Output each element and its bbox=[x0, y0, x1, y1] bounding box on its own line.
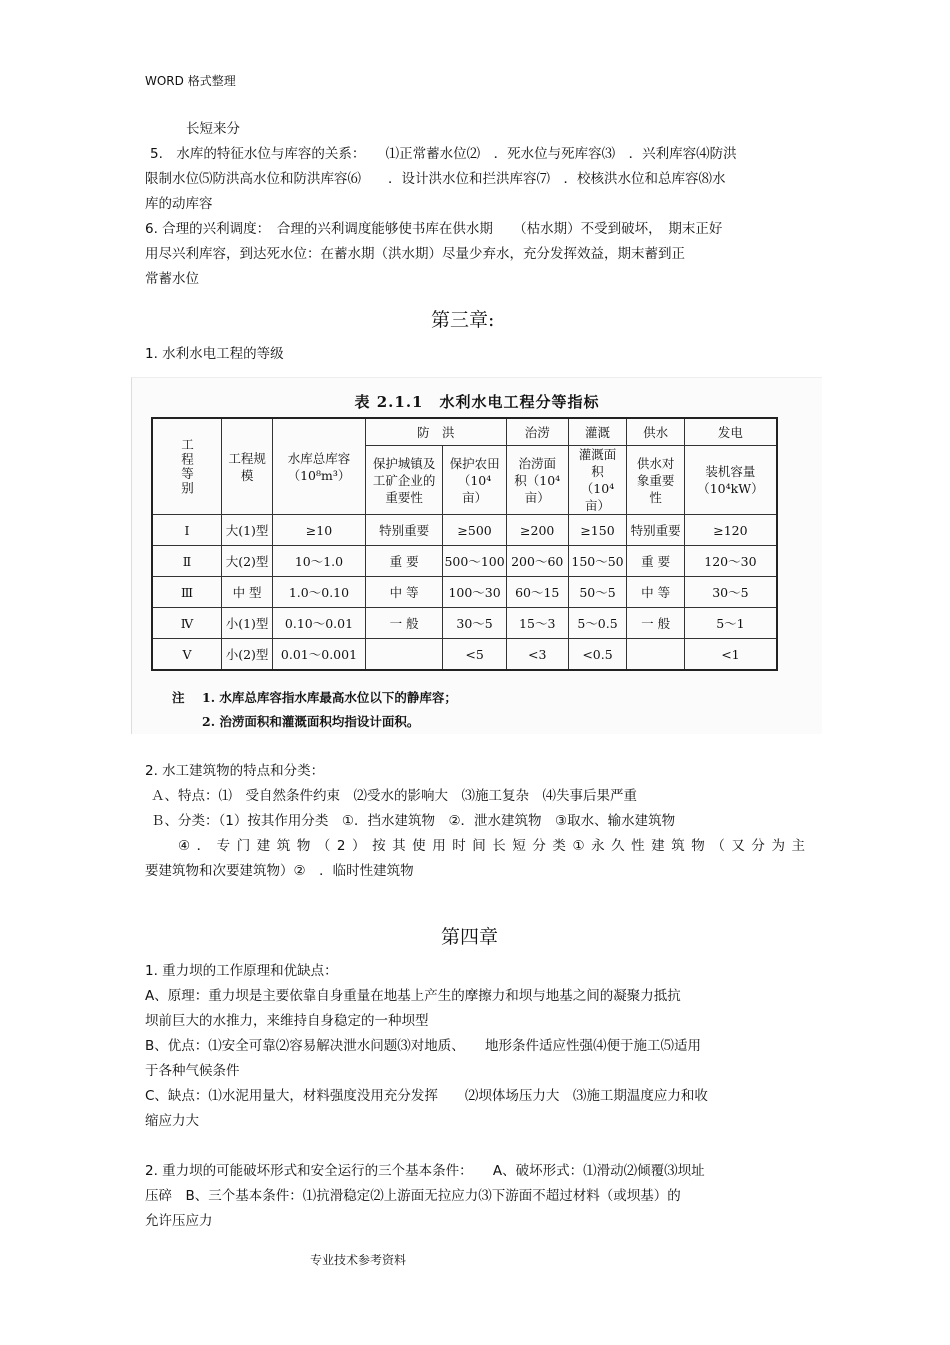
table-note-label: 注 bbox=[172, 690, 185, 705]
text-line: 缩应力大 bbox=[145, 1113, 199, 1129]
text-line: 1. 重力坝的工作原理和优缺点： bbox=[145, 963, 338, 979]
table-cell: 中 等 bbox=[627, 577, 684, 608]
text-line: 限制水位⑸防洪高水位和防洪库容⑹ ．设计洪水位和拦洪库容⑺ ．校核洪水位和总库容⑻水 bbox=[145, 171, 726, 187]
table-cell: Ⅱ bbox=[152, 546, 222, 577]
table-title: 表 2.1.1 水利水电工程分等指标 bbox=[354, 393, 600, 411]
table-cell: 50～5 bbox=[568, 577, 627, 608]
sub-drainage: 治涝面积（10⁴ 亩） bbox=[506, 446, 568, 515]
table-row bbox=[152, 639, 777, 671]
sub-flood-farm: 保护农田（10⁴ 亩） bbox=[443, 446, 506, 515]
text-line: 6. 合理的兴利调度： 合理的兴利调度能够使书库在供水期 （枯水期）不受到破坏， 期末正好 bbox=[145, 221, 723, 237]
table-cell: 重 要 bbox=[365, 546, 443, 577]
table-cell: <3 bbox=[506, 639, 568, 671]
sub-power: 装机容量（10⁴kW） bbox=[684, 446, 777, 515]
table-cell: Ⅲ bbox=[152, 577, 222, 608]
header-drainage: 治涝 bbox=[506, 418, 568, 446]
table-cell: 特别重要 bbox=[627, 515, 684, 546]
table-cell: 15～3 bbox=[506, 608, 568, 639]
sub-supply: 供水对象重要性 bbox=[627, 446, 684, 515]
header-storage: 水库总库容（10⁸m³） bbox=[273, 418, 366, 515]
table-cell: 一 般 bbox=[365, 608, 443, 639]
sub-flood-city: 保护城镇及工矿企业的重要性 bbox=[365, 446, 443, 515]
table-cell bbox=[627, 639, 684, 671]
text-line: A、原理：重力坝是主要依靠自身重量在地基上产生的摩擦力和坝与地基之间的凝聚力抵抗 bbox=[145, 988, 681, 1004]
table-cell: <0.5 bbox=[568, 639, 627, 671]
table-cell: 5～0.5 bbox=[568, 608, 627, 639]
page-footer: 专业技术参考资料 bbox=[310, 1253, 407, 1267]
table-cell bbox=[365, 639, 443, 671]
text-line: 于各种气候条件 bbox=[145, 1063, 240, 1079]
table-cell: 小(1)型 bbox=[222, 608, 273, 639]
sub-irrigation: 灌溉面积（10⁴ 亩） bbox=[568, 446, 627, 515]
table-cell: 200～60 bbox=[506, 546, 568, 577]
table-cell: ≥500 bbox=[443, 515, 506, 546]
header-grade: 工程等别 bbox=[152, 418, 222, 515]
table-cell: 120～30 bbox=[684, 546, 777, 577]
text-line: 用尽兴利库容，到达死水位：在蓄水期（洪水期）尽量少弃水，充分发挥效益，期末蓄到正 bbox=[145, 246, 685, 262]
table-cell: 1.0～0.10 bbox=[273, 577, 366, 608]
table-cell: 0.10～0.01 bbox=[273, 608, 366, 639]
text-line: 坝前巨大的水推力，来维持自身稳定的一种坝型 bbox=[145, 1013, 429, 1029]
text-line: C、缺点：⑴水泥用量大，材料强度没用充分发挥 ⑵坝体场压力大 ⑶施工期温度应力和收 bbox=[145, 1088, 708, 1104]
table-cell: <5 bbox=[443, 639, 506, 671]
text-line: 压碎 B、三个基本条件：⑴抗滑稳定⑵上游面无拉应力⑶下游面不超过材料（或坝基）的 bbox=[145, 1188, 681, 1204]
text-line: B、优点：⑴安全可靠⑵容易解决泄水问题⑶对地质、 地形条件适应性强⑷便于施工⑸适用 bbox=[145, 1038, 702, 1054]
header-irrigation: 灌溉 bbox=[568, 418, 627, 446]
scanned-table-image bbox=[131, 377, 822, 734]
table-cell: 150～50 bbox=[568, 546, 627, 577]
table-row bbox=[152, 546, 777, 577]
table-cell: 500～100 bbox=[443, 546, 506, 577]
table-cell: ≥200 bbox=[506, 515, 568, 546]
text-line: Ｂ、分类：（1）按其作用分类 ①．挡水建筑物 ②．泄水建筑物 ③取水、输水建筑物 bbox=[151, 813, 676, 829]
text-line: 长短来分 bbox=[186, 121, 240, 137]
text-line: 2. 水工建筑物的特点和分类： bbox=[145, 763, 325, 779]
table-cell: 大(1)型 bbox=[222, 515, 273, 546]
header-supply: 供水 bbox=[627, 418, 684, 446]
table-cell: 中 型 bbox=[222, 577, 273, 608]
chapter-3-title: 第三章: bbox=[431, 309, 495, 331]
chapter-4-title: 第四章 bbox=[441, 926, 499, 948]
table-cell: 100～30 bbox=[443, 577, 506, 608]
question-1: 1. 水利水电工程的等级 bbox=[145, 346, 284, 362]
text-line: 5. 水库的特征水位与库容的关系： ⑴正常蓄水位⑵ ．死水位与死库容⑶ ．兴利库容⑷防洪 bbox=[150, 146, 737, 162]
text-line: 允许压应力 bbox=[145, 1213, 213, 1229]
table-cell: 0.01～0.001 bbox=[273, 639, 366, 671]
page-header: WORD 格式整理 bbox=[145, 74, 236, 88]
table-cell: 10～1.0 bbox=[273, 546, 366, 577]
table-cell: Ⅰ bbox=[152, 515, 222, 546]
table-cell: 小(2)型 bbox=[222, 639, 273, 671]
table-cell: 5～1 bbox=[684, 608, 777, 639]
table-cell: 特别重要 bbox=[365, 515, 443, 546]
text-line: Ａ、特点：⑴ 受自然条件约束 ⑵受水的影响大 ⑶施工复杂 ⑷失事后果严重 bbox=[151, 788, 637, 804]
grade-table bbox=[151, 417, 778, 671]
text-line: 要建筑物和次要建筑物）② ．临时性建筑物 bbox=[145, 863, 414, 879]
table-cell: 30～5 bbox=[443, 608, 506, 639]
text-line: 2. 重力坝的可能破坏形式和安全运行的三个基本条件： A、破坏形式：⑴滑动⑵倾覆⑶坝址 bbox=[145, 1163, 705, 1179]
header-flood: 防 洪 bbox=[365, 418, 506, 446]
table-row bbox=[152, 577, 777, 608]
table-cell: 60～15 bbox=[506, 577, 568, 608]
table-note: 1. 水库总库容指水库最高水位以下的静库容； bbox=[202, 690, 457, 705]
table-cell: <1 bbox=[684, 639, 777, 671]
table-cell: ≥120 bbox=[684, 515, 777, 546]
table-cell: Ⅴ bbox=[152, 639, 222, 671]
table-cell: 中 等 bbox=[365, 577, 443, 608]
text-line: 库的动库容 bbox=[145, 196, 213, 212]
table-cell: 重 要 bbox=[627, 546, 684, 577]
table-cell: 大(2)型 bbox=[222, 546, 273, 577]
table-cell: ≥150 bbox=[568, 515, 627, 546]
table-cell: ≥10 bbox=[273, 515, 366, 546]
table-row bbox=[152, 608, 777, 639]
text-line: 常蓄水位 bbox=[145, 271, 199, 287]
text-line: ④．专门建筑物（2）按其使用时间长短分类①永久性建筑物（又分为主 bbox=[178, 838, 805, 854]
table-cell: Ⅳ bbox=[152, 608, 222, 639]
header-power: 发电 bbox=[684, 418, 777, 446]
table-row bbox=[152, 515, 777, 546]
table-cell: 一 般 bbox=[627, 608, 684, 639]
table-note: 2. 治涝面积和灌溉面积均指设计面积。 bbox=[202, 714, 420, 729]
table-cell: 30～5 bbox=[684, 577, 777, 608]
header-scale: 工程规模 bbox=[222, 418, 273, 515]
